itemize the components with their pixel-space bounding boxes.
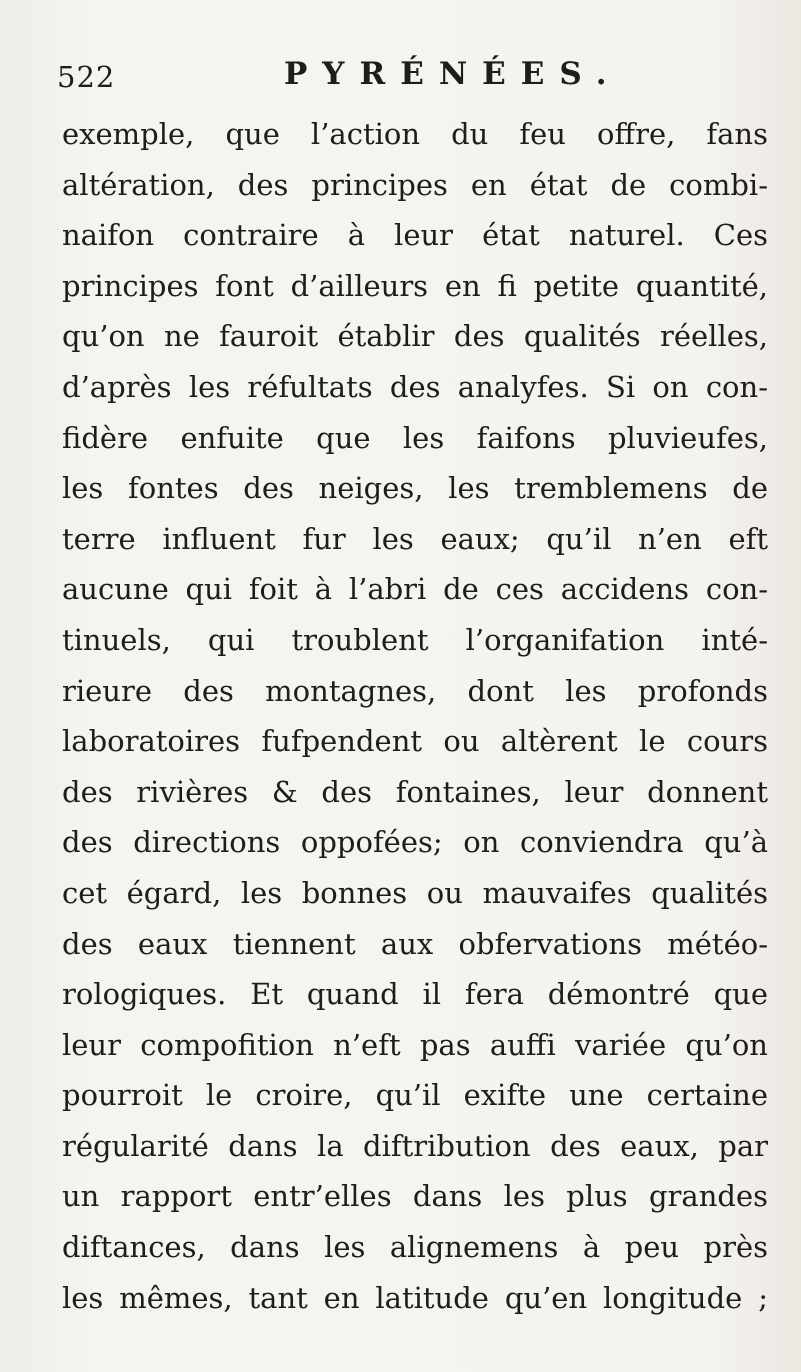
text-line: les fontes des neiges, les tremblemens de: [62, 471, 768, 506]
text-line: rologiques. Et quand il fera démontré que: [62, 977, 768, 1012]
text-line: laboratoires fufpendent ou altèrent le cours: [62, 724, 768, 759]
text-line: des directions oppofées; on conviendra qu’à: [62, 825, 768, 860]
text-line: rieure des montagnes, dont les profonds: [62, 673, 768, 708]
text-line: tinuels, qui troublent l’organifation inté-: [62, 622, 768, 657]
text-line: principes font d’ailleurs en fi petite quantité,: [62, 268, 768, 303]
running-head: PYRÉNÉES.: [284, 56, 622, 92]
text-line: terre influent fur les eaux; qu’il n’en eft: [62, 521, 768, 556]
text-line: diftances, dans les alignemens à peu près: [62, 1230, 768, 1265]
text-line: altération, des principes en état de combi-: [62, 167, 768, 202]
text-line: naifon contraire à leur état naturel. Ces: [62, 218, 768, 253]
text-line: des rivières & des fontaines, leur donnent: [62, 774, 768, 809]
text-line: aucune qui foit à l’abri de ces accidens con-: [62, 572, 768, 607]
text-line: exemple, que l’action du feu offre, fans: [62, 117, 768, 151]
text-line: cet égard, les bonnes ou mauvaifes qualités: [62, 875, 768, 910]
text-line: des eaux tiennent aux obfervations météo-: [62, 926, 768, 961]
text-line: qu’on ne fauroit établir des qualités réelles,: [62, 319, 768, 354]
text-line: fidère enfuite que les faifons pluvieufes,: [62, 420, 768, 455]
text-line: un rapport entr’elles dans les plus grandes: [62, 1179, 768, 1214]
text-line: les mêmes, tant en latitude qu’en longitude ;: [62, 1280, 768, 1315]
page-header: [57, 56, 757, 104]
page-number: 522: [57, 60, 116, 94]
text-line: pourroit le croire, qu’il exifte une certaine: [62, 1078, 768, 1113]
body-text: [62, 109, 768, 1323]
text-line: d’après les réfultats des analyfes. Si on con-: [62, 369, 768, 404]
text-line: leur compofition n’eft pas auffi variée qu’on: [62, 1027, 768, 1062]
text-line: régularité dans la diftribution des eaux, par: [62, 1128, 768, 1163]
